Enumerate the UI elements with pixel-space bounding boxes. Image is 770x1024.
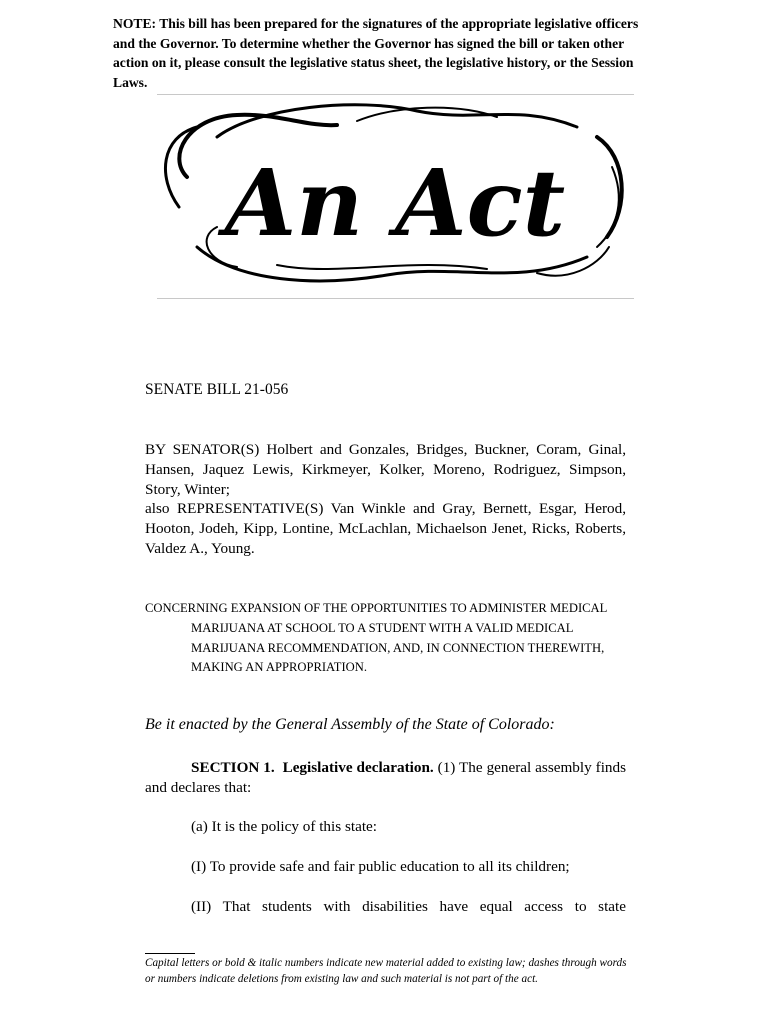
- footnote: Capital letters or bold & italic numbers indicate new material added to existing law; dashes through words or numbers indicate deletions from existing law and such material is not part of the act.: [145, 957, 627, 985]
- section-1-text-1: (1) The general assembly: [437, 759, 592, 776]
- concerning-line-3: MARIJUANA RECOMMENDATION, AND, IN CONNECTION THEREWITH,: [191, 640, 605, 655]
- concerning-line-2: MARIJUANA AT SCHOOL TO A STUDENT WITH A VALID MEDICAL: [191, 620, 574, 635]
- footnote-rule: [145, 953, 195, 954]
- subparagraph-i: (I) To provide safe and fair public education to all its children;: [191, 858, 570, 875]
- banner-top-rule: [157, 94, 634, 95]
- bill-title-concerning: [145, 599, 626, 678]
- bill-number: SENATE BILL 21-056: [145, 381, 289, 398]
- section-1-heading: SECTION 1.: [191, 759, 275, 776]
- subparagraph-ii: (II) That students with disabilities have equal access to state: [191, 898, 626, 915]
- senate-sponsors: BY SENATOR(S) Holbert and Gonzales, Bridges, Buckner, Coram, Ginal, Hansen, Jaquez Lewis, Kirkmeyer, Kolker, Moreno, Rodriguez, Simpson, Story, Winter;: [145, 441, 626, 498]
- banner-bottom-rule: [157, 298, 634, 299]
- an-act-banner: [157, 97, 634, 295]
- concerning-line-4: MAKING AN APPROPRIATION.: [191, 660, 367, 675]
- section-1-text-2: finds and declares that:: [145, 759, 627, 796]
- section-1-title: Legislative declaration.: [282, 759, 434, 776]
- legislative-note: NOTE: This bill has been prepared for the signatures of the appropriate legislative officers and the Governor. To determine whether the Governor has signed the bill or taken other action on it, please consult the legislative status sheet, the legislative history, or the Session Laws.: [113, 16, 639, 90]
- sponsors-block: [145, 440, 626, 559]
- paragraph-a: (a) It is the policy of this state:: [191, 818, 378, 835]
- an-act-title: An Act: [224, 149, 566, 257]
- section-1: [145, 758, 626, 798]
- an-act-ornament: [157, 97, 634, 295]
- concerning-line-1: CONCERNING EXPANSION OF THE OPPORTUNITIES TO ADMINISTER MEDICAL: [145, 601, 608, 615]
- house-sponsors: also REPRESENTATIVE(S) Van Winkle and Gray, Bernett, Esgar, Herod, Hooton, Jodeh, Kipp, Lontine, McLachlan, Michaelson Jenet, Ricks, Roberts, Valdez A., Young.: [145, 500, 626, 557]
- enacting-clause: Be it enacted by the General Assembly of the State of Colorado:: [145, 716, 555, 733]
